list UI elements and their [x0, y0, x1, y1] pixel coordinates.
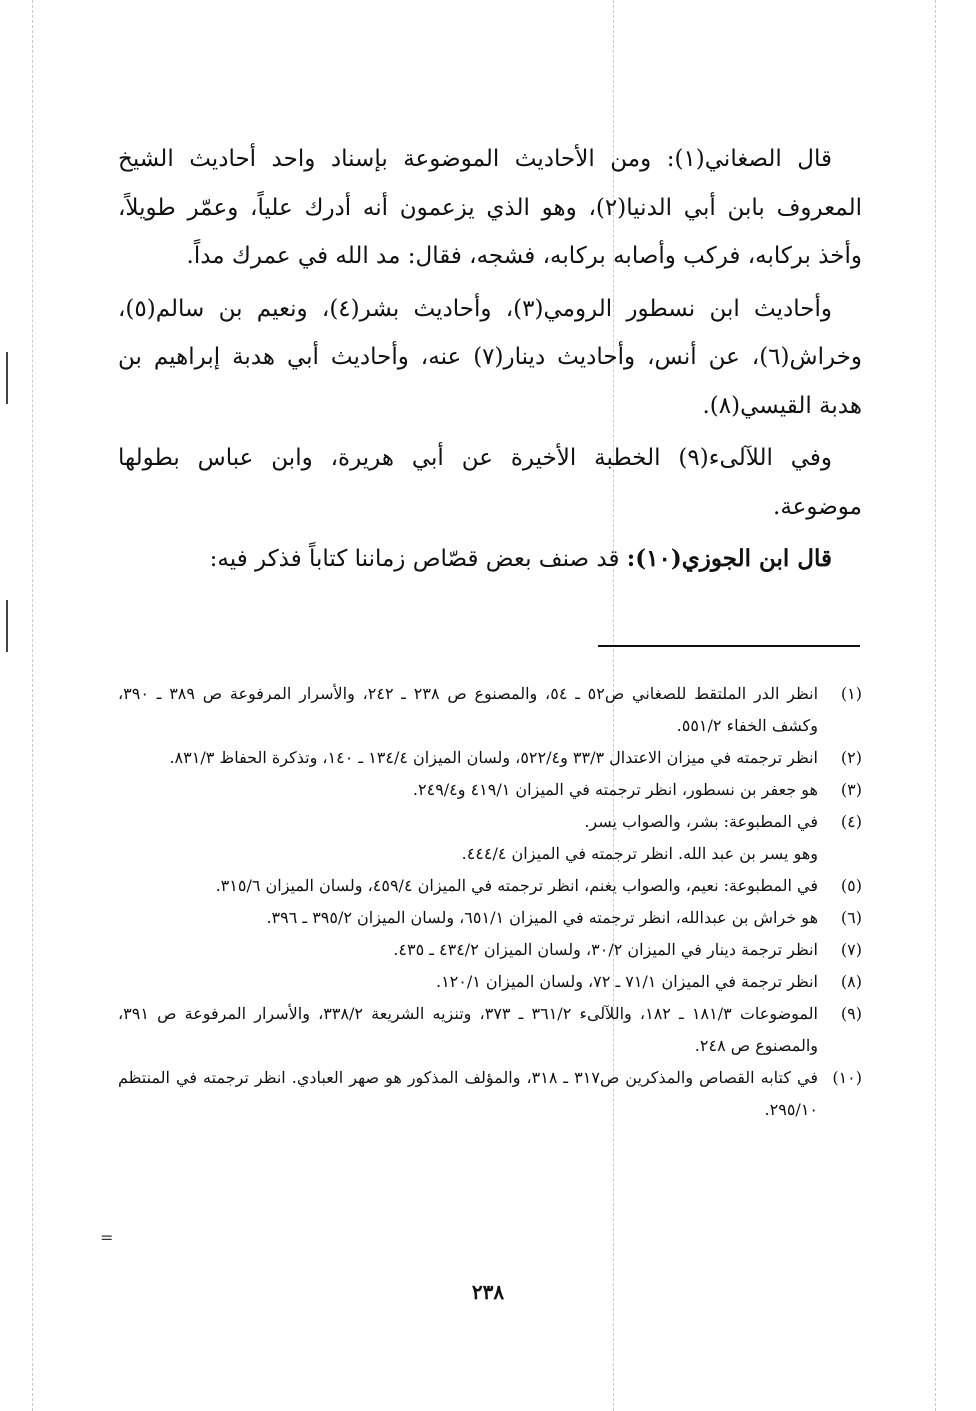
margin-mark	[6, 352, 8, 404]
quoted-author: قال ابن الجوزي(١٠):	[626, 545, 832, 572]
footnote-number: (٥)	[840, 876, 862, 895]
footnote	[118, 678, 862, 742]
paragraph	[118, 535, 862, 584]
footnotes	[118, 678, 862, 1126]
footnote-text: انظر ترجمة في الميزان ٧١/١ ـ ٧٢، ولسان الميزان ١٢٠/١.	[435, 972, 818, 991]
footnote	[118, 870, 862, 902]
main-text	[118, 135, 862, 584]
paragraph: قال الصغاني(١): ومن الأحاديث الموضوعة بإسناد واحد أحاديث الشيخ المعروف بابن أبي الدنيا(٢)، وهو الذي يزعمون أنه أدرك علياً، وعمّر طويلاً، وأخذ بركابه، فركب وأصابه بركابه، فشجه، فقال: مد الله في عمرك مداً.	[118, 146, 862, 269]
footnote	[118, 998, 862, 1062]
paragraph: وأحاديث ابن نسطور الرومي(٣)، وأحاديث بشر(٤)، ونعيم بن سالم(٥)، وخراش(٦)، عن أنس، وأحاديث دينار(٧) عنه، وأحاديث أبي هدبة إبراهيم بن هدبة القيسي(٨).	[118, 295, 862, 419]
footnote	[118, 742, 862, 774]
footnote-number: (١٠)	[832, 1068, 862, 1087]
footnote	[118, 774, 862, 806]
paragraph-text: قد صنف بعض قصّاص زماننا كتاباً فذكر فيه:	[209, 546, 627, 572]
footnote-text: في المطبوعة: بشر، والصواب يسر.	[584, 812, 818, 831]
edge-mark: =	[100, 1228, 114, 1247]
footnote-text: في المطبوعة: نعيم، والصواب يغنم، انظر ترجمته في الميزان ٤٥٩/٤، ولسان الميزان ٣١٥/٦.	[215, 876, 818, 895]
footnote-text: هو جعفر بن نسطور، انظر ترجمته في الميزان ٤١٩/١ و٢٤٩/٤.	[412, 780, 818, 799]
footnote-text: انظر ترجمته في ميزان الاعتدال ٣٣/٣ و٥٢٢/٤، ولسان الميزان ١٣٤/٤ ـ ١٤٠، وتذكرة الحفاظ ٨٣١/٣.	[169, 748, 818, 767]
footnote-body	[118, 806, 818, 870]
footnote-text: في كتابه القصاص والمذكرين ص٣١٧ ـ ٣١٨، والمؤلف المذكور هو صهر العبادي. انظر ترجمته في المنتظم ٢٩٥/١٠.	[118, 1068, 819, 1119]
footnote-text: هو خراش بن عبدالله، انظر ترجمته في الميزان ٦٥١/١، ولسان الميزان ٣٩٥/٢ ـ ٣٩٦.	[266, 908, 818, 927]
footnote-subtext: وهو يسر بن عبد الله. انظر ترجمته في الميزان ٤٤٤/٤.	[461, 844, 818, 863]
footnote-number: (٦)	[840, 908, 862, 927]
scan-guide-line	[935, 0, 936, 1411]
footnote	[118, 934, 862, 966]
footnote-number: (٢)	[840, 748, 862, 767]
footnote-text: الموضوعات ١٨١/٣ ـ ١٨٢، واللآلىء ٣٦١/٢ ـ ٣٧٣، وتنزيه الشريعة ٣٣٨/٢، والأسرار المرفوعة ص ٣٩١، والمصنوع ص ٢٤٨.	[118, 1004, 819, 1055]
footnote	[118, 902, 862, 934]
page-number: ٢٣٨	[471, 1280, 505, 1304]
footnote-number: (٧)	[840, 940, 862, 959]
footnote	[118, 966, 862, 998]
margin-mark	[6, 600, 8, 652]
footnote-number: (٩)	[840, 1004, 862, 1023]
paragraph: وفي اللآلىء(٩) الخطبة الأخيرة عن أبي هريرة، وابن عباس بطولها موضوعة.	[118, 445, 862, 520]
footnote-number: (٣)	[840, 780, 862, 799]
footnote-text: انظر ترجمة دينار في الميزان ٣٠/٢، ولسان الميزان ٤٣٤/٢ ـ ٤٣٥.	[393, 940, 818, 959]
footnote	[118, 806, 862, 870]
footnote	[118, 1062, 862, 1126]
footnote-number: (١)	[840, 684, 862, 703]
scan-guide-line	[32, 0, 33, 1411]
footnote-number: (٨)	[840, 972, 862, 991]
footnote-separator	[598, 645, 860, 647]
footnote-text: انظر الدر الملتقط للصغاني ص٥٢ ـ ٥٤، والمصنوع ص ٢٣٨ ـ ٢٤٢، والأسرار المرفوعة ص ٣٨٩ ـ ٣٩٠، وكشف الخفاء ٥٥١/٢.	[118, 684, 819, 735]
footnote-number: (٤)	[840, 812, 862, 831]
